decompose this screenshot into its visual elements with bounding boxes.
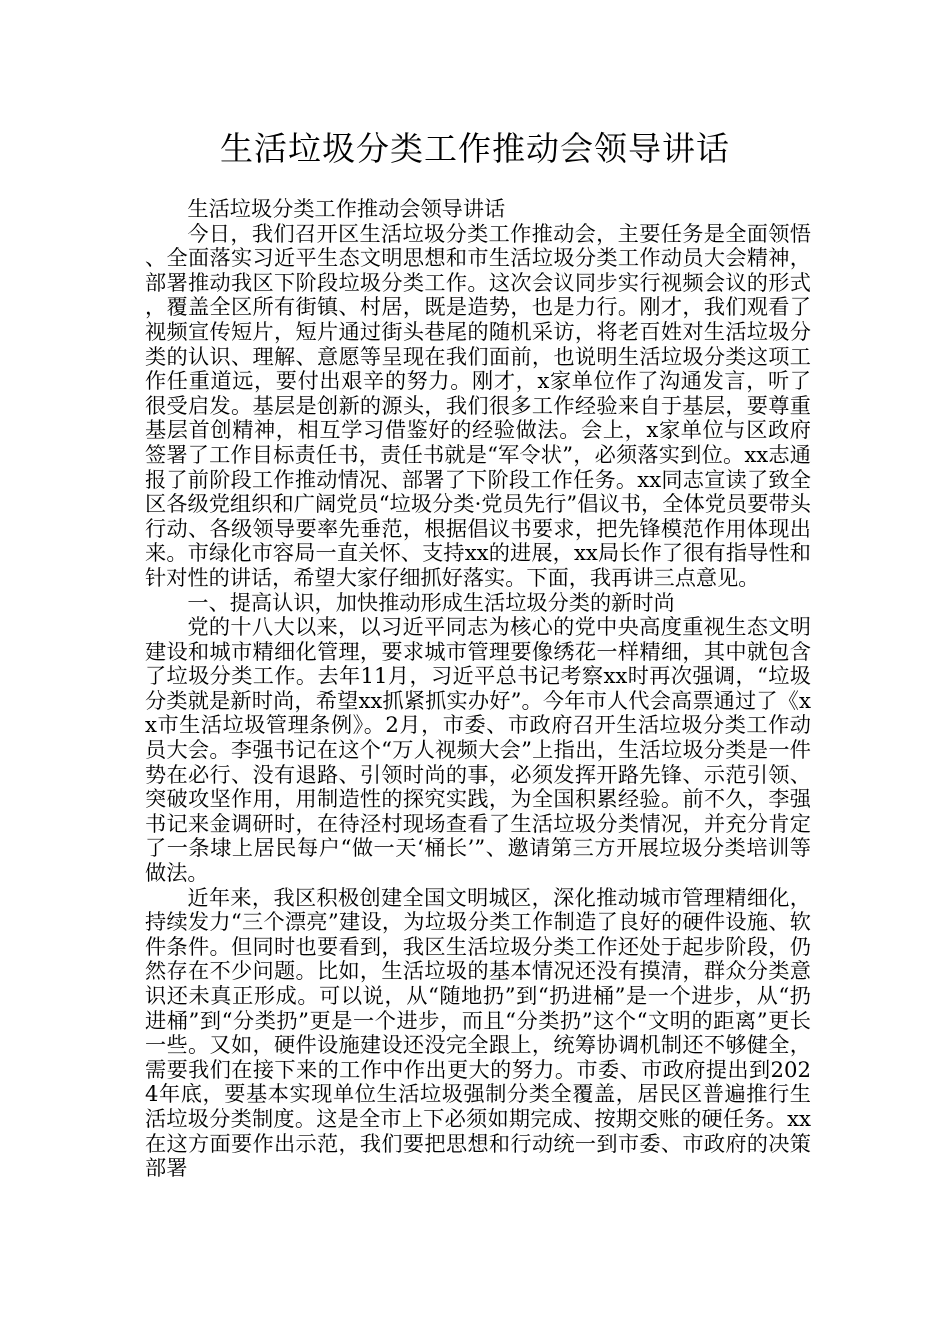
section-heading-one: 一、提高认识，加快推动形成生活垃圾分类的新时尚 xyxy=(187,589,675,615)
body-paragraph-subtitle: 生活垃圾分类工作推动会领导讲话 xyxy=(187,196,506,221)
body-paragraph-opening: 今日，我们召开区生活垃圾分类工作推动会，主要任务是全面领悟、全面落实习近平生态文明思想和市生活垃圾分类工作动员大会精神，部署推动我区下阶段垃圾分类工作。这次会议同步实行视频会议的形式，覆盖全区所有街镇、村居，既是造势，也是力行。刚才，我们观看了视频宣传短片，短片通过街头巷尾的随机采访，将老百姓对生活垃圾分类的认识、理解、意愿等呈现在我们面前，也说明生活垃圾分类这项工作任重道远，要付出艰辛的努力。刚才，x家单位作了沟通发言，听了很受启发。基层是创新的源头，我们很多工作经验来自于基层，要尊重基层首创精神，相互学习借鉴好的经验做法。会上，x家单位与区政府签署了工作目标责任书，责任书就是“军令状”，必须落实到位。xx志通报了前阶段工作推动情况、部署了下阶段工作任务。xx同志宣读了致全区各级党组织和广阔党员“垃圾分类·党员先行”倡议书，全体党员要带头行动、各级领导要率先垂范，根据倡议书要求，把先锋模范作用体现出来。市绿化市容局一直关怀、支持xx的进展，xx局长作了很有指导性和针对性的讲话，希望大家仔细抓好落实。下面，我再讲三点意见。 xyxy=(145,220,811,590)
body-paragraph-policy: 党的十八大以来，以习近平同志为核心的党中央高度重视生态文明建设和城市精细化管理，要求城市管理要像绣花一样精细，其中就包含了垃圾分类工作。去年11月，习近平总书记考察xx时再次强调，“垃圾分类就是新时尚，希望xx抓紧抓实办好”。今年市人代会高票通过了《xx市生活垃圾管理条例》。2月，市委、市政府召开生活垃圾分类工作动员大会。李强书记在这个“万人视频大会”上指出，生活垃圾分类是一件势在必行、没有退路、引领时尚的事，必须发挥开路先锋、示范引领、突破攻坚作用，用制造性的探究实践，为全国积累经验。前不久，李强书记来金调研时，在待泾村现场查看了生活垃圾分类情况，并充分肯定了一条埭上居民每户“做一天‘桶长’”、邀请第三方开展垃圾分类培训等做法。 xyxy=(145,614,811,886)
document-body xyxy=(145,197,811,1181)
document-title: 生活垃圾分类工作推动会领导讲话 xyxy=(220,129,730,168)
body-paragraph-progress: 近年来，我区积极创建全国文明城区，深化推动城市管理精细化，持续发力“三个漂亮”建设，为垃圾分类工作制造了良好的硬件设施、软件条件。但同时也要看到，我区生活垃圾分类工作还处于起步阶段，仍然存在不少问题。比如，生活垃圾的基本情况还没有摸清，群众分类意识还未真正形成。可以说，从“随地扔”到“扔进桶”是一个进步，从“扔进桶”到“分类扔”更是一个进步，而且“分类扔”这个“文明的距离”更长一些。又如，硬件设施建设还没完全跟上，统筹协调机制还不够健全，需要我们在接下来的工作中作出更大的努力。市委、市政府提出到2024年底，要基本实现单位生活垃圾强制分类全覆盖，居民区普遍推行生活垃圾分类制度。这是全市上下必须如期完成、按期交账的硬任务。xx在这方面要作出示范，我们要把思想和行动统一到市委、市政府的决策部署 xyxy=(145,884,811,1181)
